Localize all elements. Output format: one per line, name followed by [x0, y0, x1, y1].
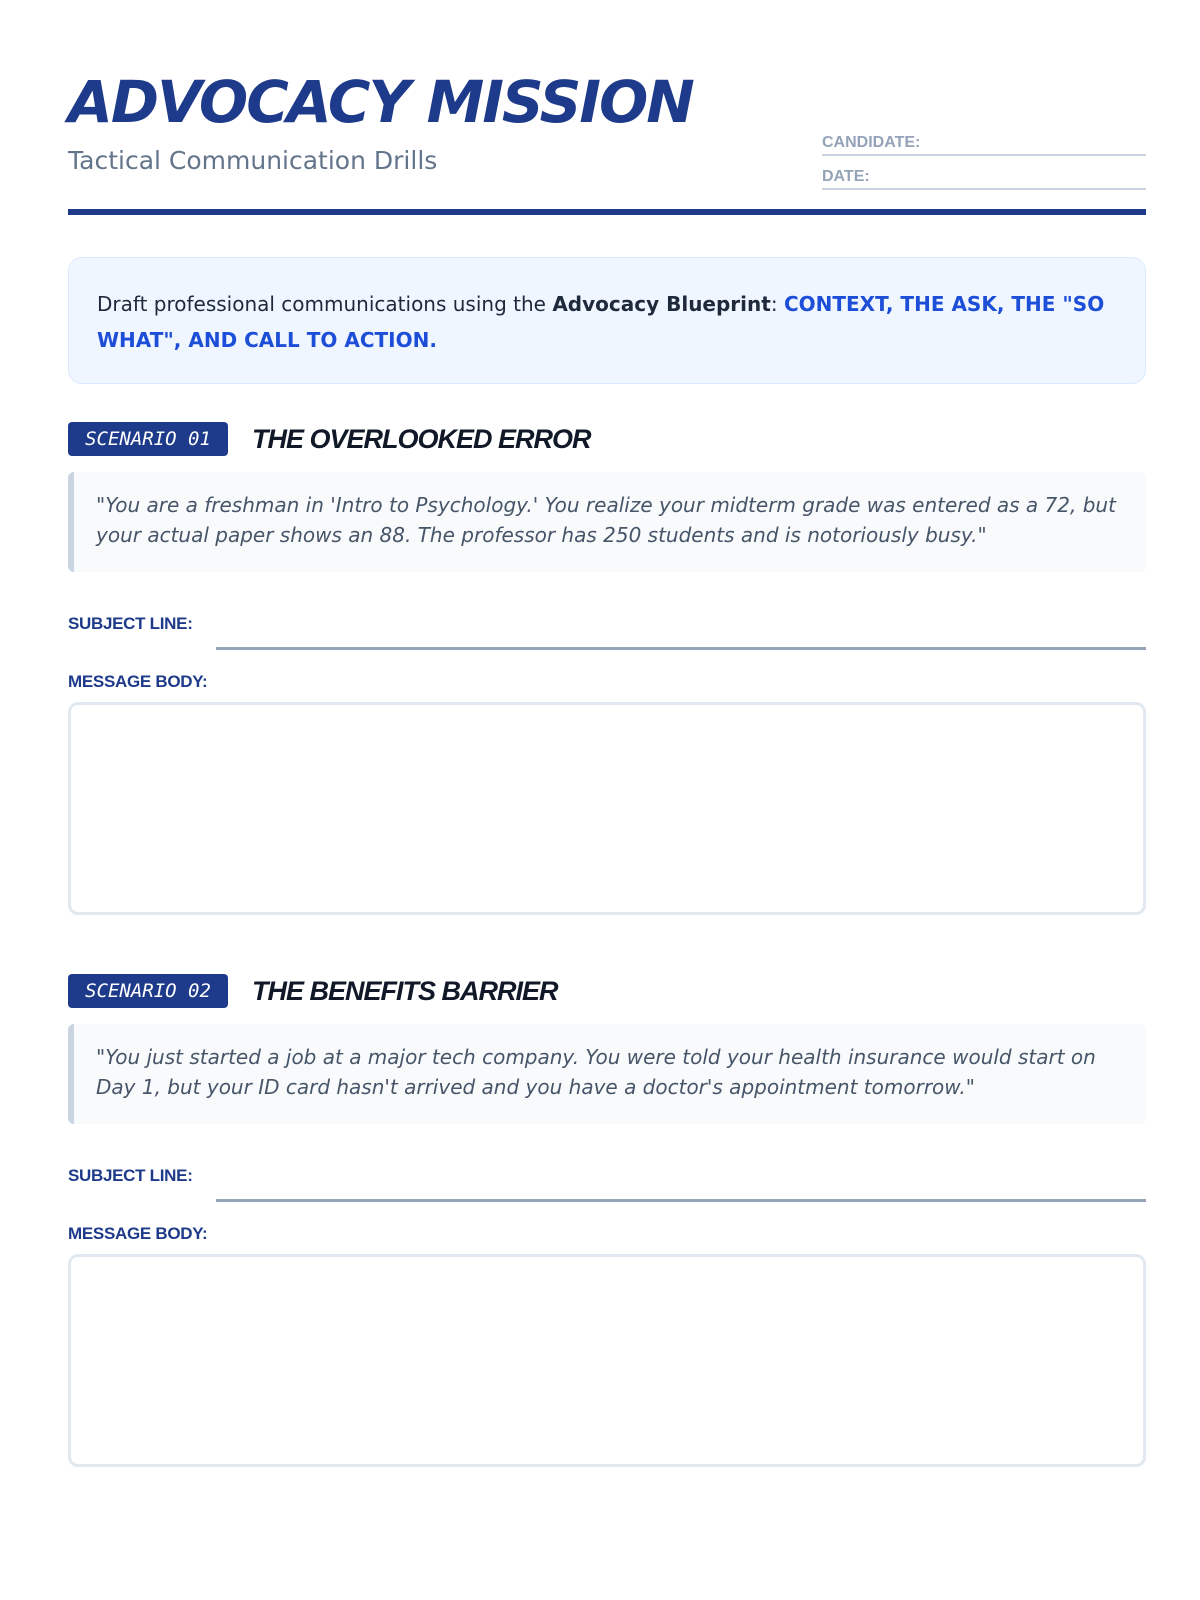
header-divider — [68, 209, 1146, 215]
message-body-label: MESSAGE BODY: — [68, 1224, 208, 1243]
instructions-emphasis: Advocacy Blueprint — [552, 292, 771, 316]
message-body-label: MESSAGE BODY: — [68, 672, 208, 691]
date-field[interactable] — [822, 156, 1146, 190]
subject-line-label: SUBJECT LINE: — [68, 1166, 193, 1185]
instructions-box — [68, 257, 1146, 384]
date-label: DATE: — [822, 168, 870, 185]
page-subtitle: Tactical Communication Drills — [68, 146, 438, 175]
worksheet-header — [68, 64, 1146, 214]
candidate-label: CANDIDATE: — [822, 134, 921, 151]
scenario-title: THE OVERLOOKED ERROR — [252, 424, 591, 454]
worksheet-page — [68, 0, 1146, 1600]
instructions-colon: : — [770, 292, 784, 316]
candidate-meta — [822, 122, 1146, 190]
instructions-steps: CONTEXT, THE ASK, THE "SO WHAT", AND CALL TO ACTION. — [97, 292, 1105, 352]
scenario-title: THE BENEFITS BARRIER — [252, 976, 558, 1006]
message-body-input[interactable] — [68, 1254, 1146, 1467]
subject-line-input[interactable] — [216, 1199, 1146, 1202]
instructions-lead: Draft professional communications using the — [97, 292, 553, 316]
subject-line-input[interactable] — [216, 647, 1146, 650]
subject-line-label: SUBJECT LINE: — [68, 614, 193, 633]
scenario-prompt: "You are a freshman in 'Intro to Psychology.' You realize your midterm grade was entered as a 72, but your actual paper shows an 88. The professor has 250 students and is notoriously busy." — [68, 472, 1146, 572]
candidate-field[interactable] — [822, 122, 1146, 156]
scenario-tag: SCENARIO 02 — [68, 974, 228, 1008]
page-title: ADVOCACY MISSION — [68, 68, 693, 136]
scenario-prompt: "You just started a job at a major tech company. You were told your health insurance would start on Day 1, but your ID card hasn't arrived and you have a doctor's appointment tomorrow." — [68, 1024, 1146, 1124]
scenario-tag: SCENARIO 01 — [68, 422, 228, 456]
message-body-input[interactable] — [68, 702, 1146, 915]
